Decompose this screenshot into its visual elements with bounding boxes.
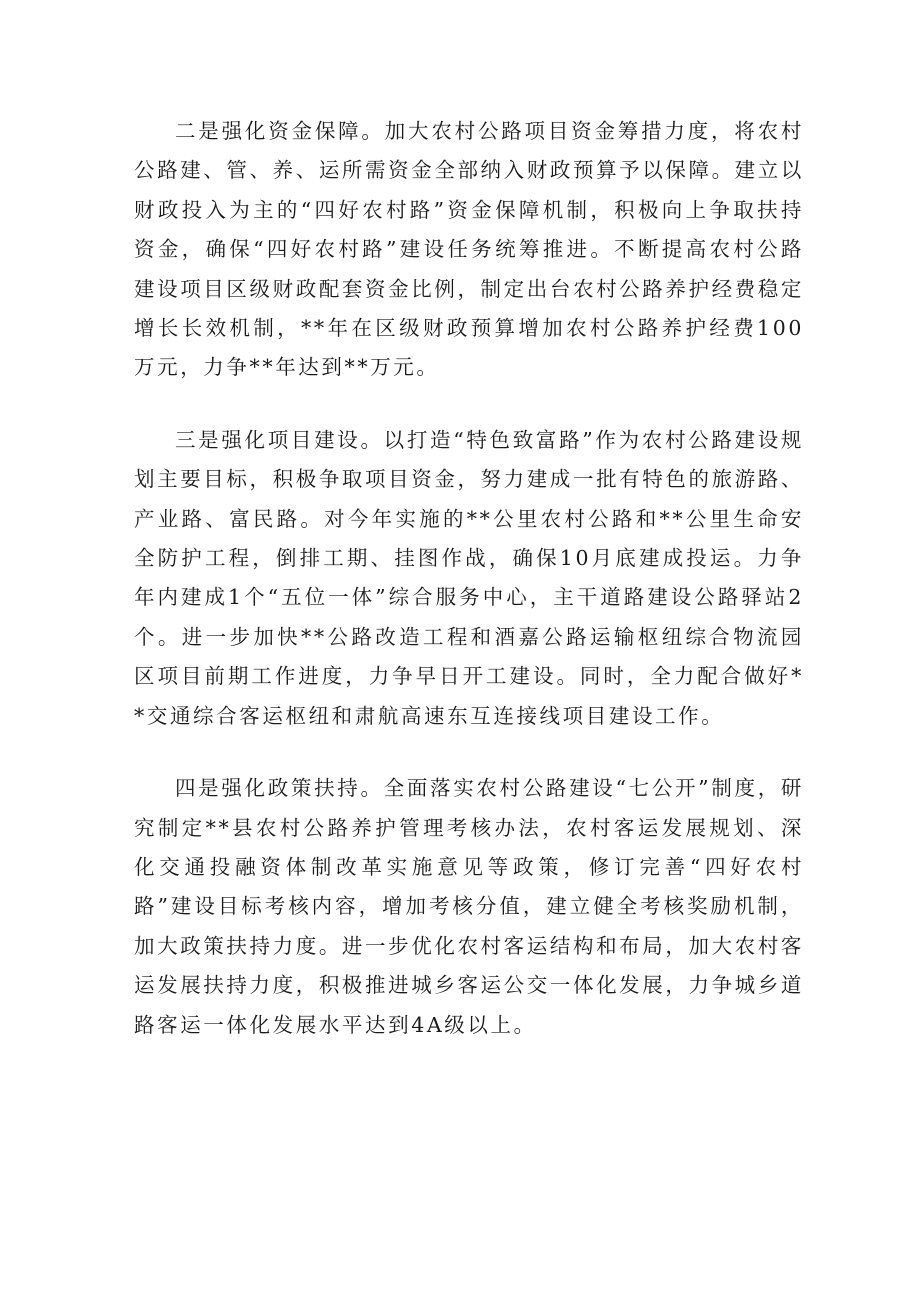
paragraph-policy-support: 四是强化政策扶持。全面落实农村公路建设“七公开”制度，研究制定**县农村公路养护管理考核办法，农村客运发展规划、深化交通投融资体制改革实施意见等政策，修订完善“四好农村路”建设目标考核内容，增加考核分值，建立健全考核奖励机制，加大政策扶持力度。进一步优化农村客运结构和布局，加大农村客运发展扶持力度，积极推进城乡客运公交一体化发展，力争城乡道路客运一体化发展水平达到4A级以上。 [134, 776, 804, 1037]
document-body [134, 112, 804, 1078]
paragraph-funding-guarantee: 二是强化资金保障。加大农村公路项目资金筹措力度，将农村公路建、管、养、运所需资金全部纳入财政预算予以保障。建立以财政投入为主的“四好农村路”资金保障机制，积极向上争取扶持资金，确保“四好农村路”建设任务统筹推进。不断提高农村公路建设项目区级财政配套资金比例，制定出台农村公路养护经费稳定增长长效机制，**年在区级财政预算增加农村公路养护经费100万元，力争**年达到**万元。 [134, 119, 804, 380]
paragraph-project-construction: 三是强化项目建设。以打造“特色致富路”作为农村公路建设规划主要目标，积极争取项目资金，努力建成一批有特色的旅游路、产业路、富民路。对今年实施的**公里农村公路和**公里生命安全防护工程，倒排工期、挂图作战，确保10月底建成投运。力争年内建成1个“五位一体”综合服务中心，主干道路建设公路驿站2个。进一步加快**公路改造工程和酒嘉公路运输枢纽综合物流园区项目前期工作进度，力争早日开工建设。同时，全力配合做好**交通综合客运枢纽和肃航高速东互连接线项目建设工作。 [134, 427, 804, 728]
